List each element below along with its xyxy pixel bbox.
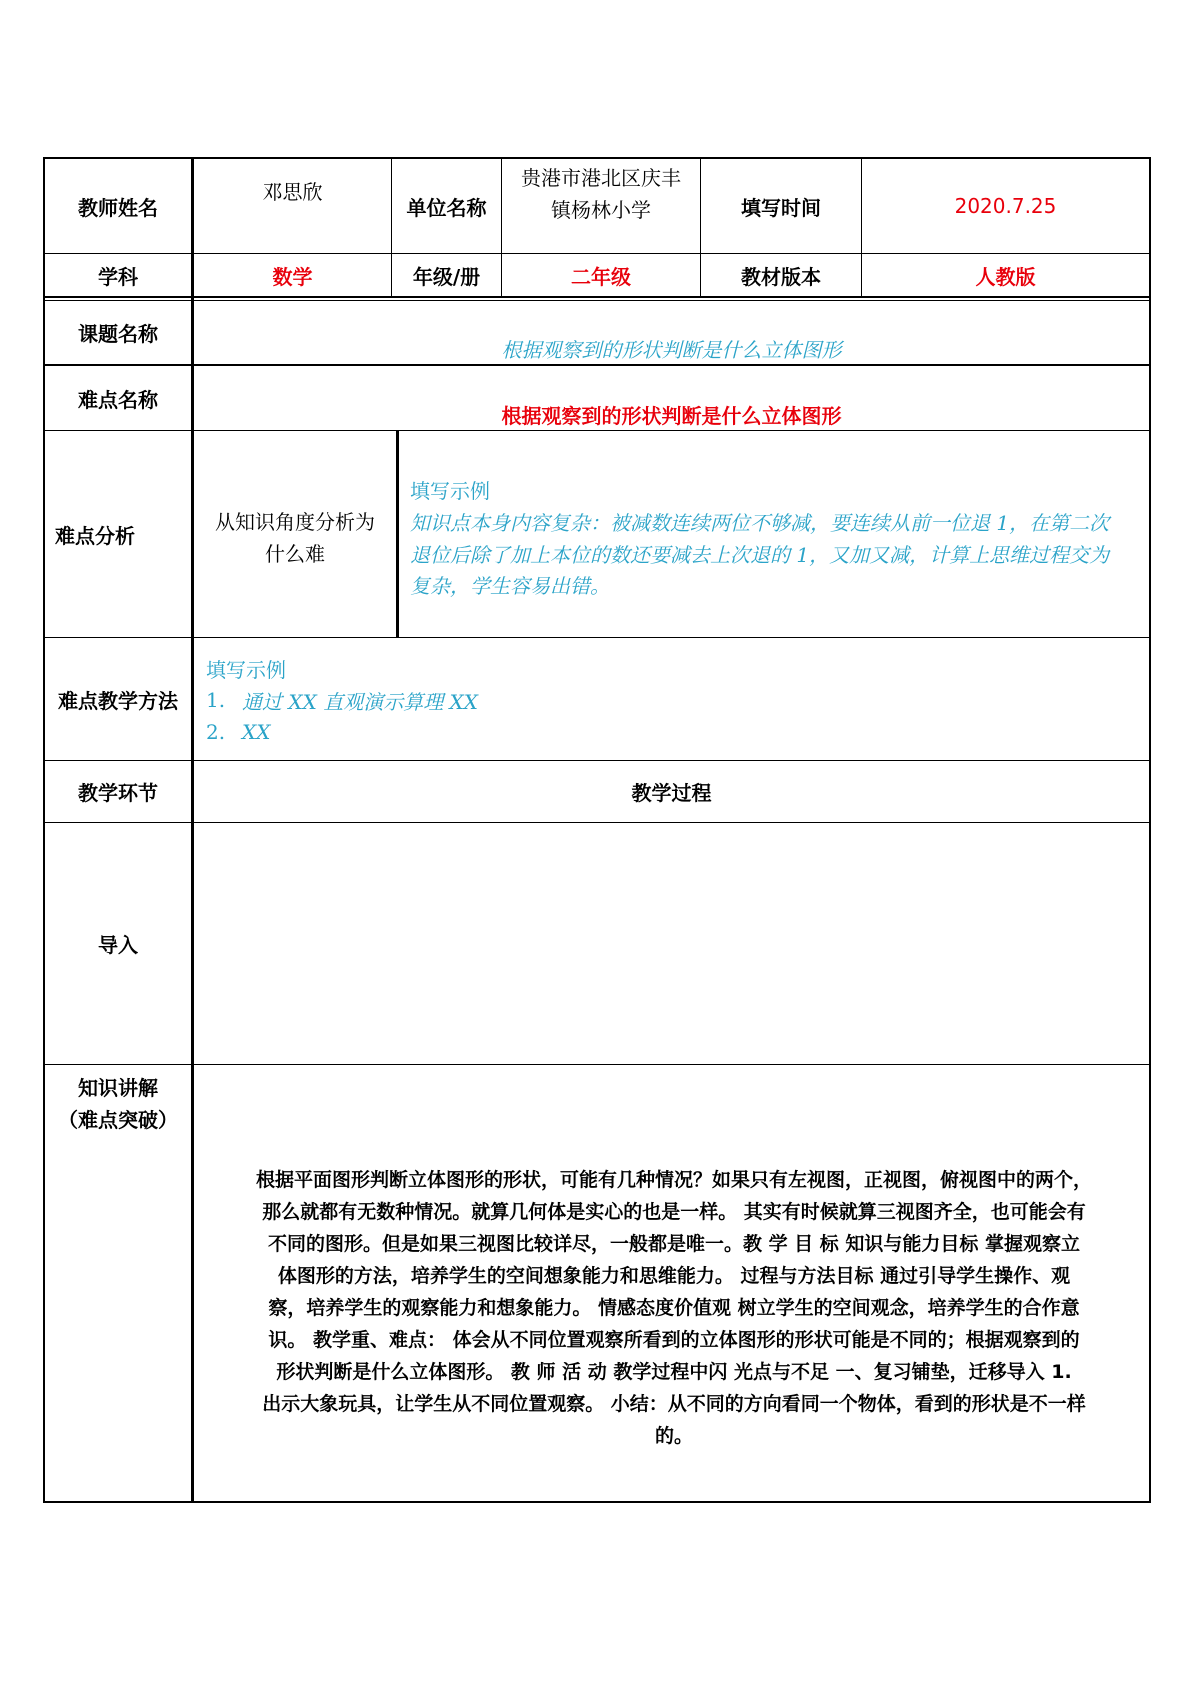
explanation-line: 察，培养学生的观察能力和想象能力。 情感态度价值观 树立学生的空间观念，培养学生的合作意 [268,1297,1080,1319]
row-divider [43,364,1151,366]
difficulty-name-value: 根据观察到的形状判断是什么立体图形 [501,403,842,428]
teacher-name-label: 教师姓名 [78,195,158,220]
difficulty-name-label: 难点名称 [78,387,158,412]
edition-label: 教材版本 [741,264,821,289]
unit-name-value-line1: 贵港市港北区庆丰 [521,166,681,190]
explanation-line: 的。 [654,1425,693,1447]
analysis-example-heading: 填写示例 [410,478,490,503]
explanation-content [204,1164,1144,1452]
method-item1: 通过 XX 直观演示算理 XX [242,689,479,714]
explanation-label-line2: （难点突破） [58,1107,178,1132]
intro-content [194,823,1149,1064]
row-divider [43,300,1151,301]
analysis-example-line3: 复杂，学生容易出错。 [410,573,610,598]
column-divider [396,430,399,637]
teaching-method-label: 难点教学方法 [58,688,178,713]
explanation-line: 那么就都有无数种情况。就算几何体是实心的也是一样。 其实有时候就算三视图齐全，也可能会有 [262,1201,1086,1223]
grade-label: 年级/册 [412,264,481,289]
intro-label: 导入 [98,933,138,957]
method-example-heading: 填写示例 [206,657,286,682]
subject-value: 数学 [272,264,313,289]
row-divider [43,637,1151,638]
fill-time-value: 2020.7.25 [954,194,1057,218]
explanation-line: 根据平面图形判断立体图形的形状，可能有几种情况？如果只有左视图，正视图，俯视图中的两个， [255,1169,1092,1191]
analysis-example-line1: 知识点本身内容复杂：被减数连续两位不够减，要连续从前一位退 1，在第二次 [410,510,1110,535]
teaching-stage-label: 教学环节 [78,781,158,805]
edition-value: 人教版 [975,264,1036,289]
topic-value: 根据观察到的形状判断是什么立体图形 [501,337,842,362]
method-item2-number: 2. [206,720,226,744]
explanation-line: 不同的图形。但是如果三视图比较详尽，一般都是唯一。教 学 目 标 知识与能力目标 掌握观察立 [267,1233,1081,1255]
topic-label: 课题名称 [78,322,158,346]
explanation-line: 出示大象玩具，让学生从不同位置观察。 小结：从不同的方向看同一个物体，看到的形状是不一样 [262,1393,1086,1415]
method-item2: XX [242,720,271,744]
row-divider [43,1064,1151,1065]
row-divider [43,296,1151,298]
analysis-example-line2: 退位后除了加上本位的数还要减去上次退的 1，又加又减，计算上思维过程交为 [410,542,1110,567]
method-item1-number: 1. [206,688,226,712]
analysis-sub-label-line2: 什么难 [265,541,325,566]
unit-name-label: 单位名称 [406,195,487,220]
analysis-sub-label-line1: 从知识角度分析为 [215,509,375,534]
teacher-name-value: 邓思欣 [262,180,323,204]
subject-label: 学科 [98,264,138,289]
grade-value: 二年级 [571,264,631,289]
explanation-line: 形状判断是什么立体图形。 教 师 活 动 教学过程中闪 光点与不足 一、复习铺垫，迁移导入 1. [276,1361,1072,1383]
fill-time-label: 填写时间 [741,195,821,220]
explanation-label-line1: 知识讲解 [78,1075,158,1100]
difficulty-analysis-label: 难点分析 [55,523,135,548]
explanation-line: 体图形的方法，培养学生的空间想象能力和思维能力。 过程与方法目标 通过引导学生操作、观 [277,1265,1071,1287]
teaching-process-label: 教学过程 [631,781,712,805]
unit-name-value-line2: 镇杨林小学 [551,197,651,222]
row-divider [43,430,1151,431]
explanation-line: 识。 教学重、难点： 体会从不同位置观察所看到的立体图形的形状可能是不同的；根据观察到的 [268,1329,1080,1351]
